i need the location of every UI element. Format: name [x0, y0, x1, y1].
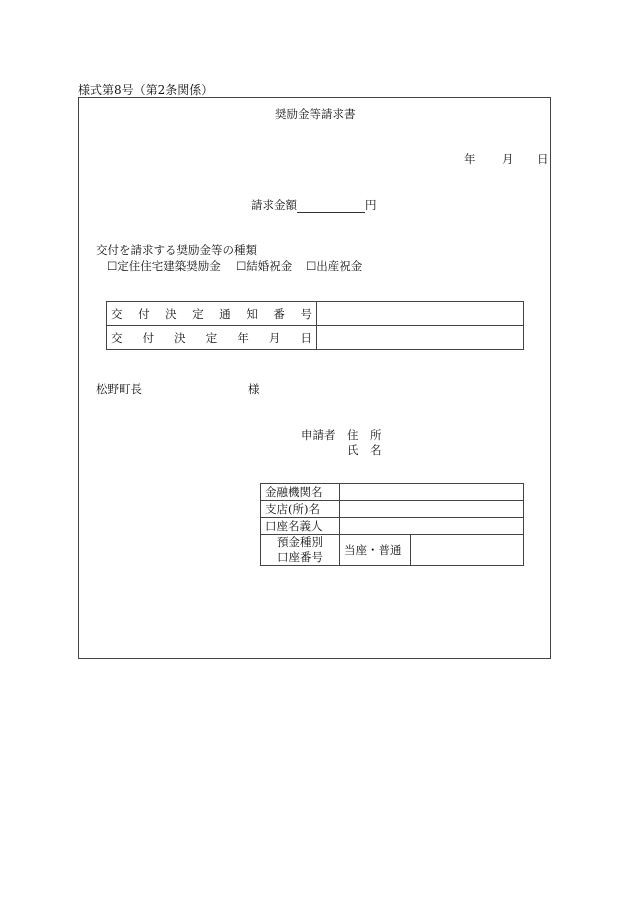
- label-char: 決: [165, 306, 177, 321]
- branch-field[interactable]: [340, 501, 524, 518]
- notice-number-label: [111, 306, 312, 322]
- label-char: 付: [142, 330, 155, 345]
- institution-label: 金融機関名: [261, 484, 340, 501]
- amount-blank-field[interactable]: [297, 200, 365, 213]
- addressee-name: 松野町長: [96, 382, 142, 396]
- grant-table: [106, 301, 524, 350]
- institution-field[interactable]: [340, 484, 524, 501]
- deposit-type-label: 預金種別: [277, 535, 323, 549]
- type-option-birth[interactable]: ☐出産祝金: [306, 259, 363, 273]
- applicant-name-label: 氏 名: [347, 443, 382, 457]
- decision-date-label: [111, 330, 312, 346]
- label-char: 番: [273, 306, 285, 321]
- label-char: 月: [268, 330, 281, 345]
- form-number: 様式第8号（第2条関係）: [78, 83, 214, 97]
- date-day-label: 日: [537, 152, 549, 166]
- label-char: 日: [300, 330, 312, 345]
- form-frame: [78, 97, 551, 659]
- date-month-label: 月: [502, 152, 514, 166]
- label-char: 年: [237, 330, 249, 345]
- decision-date-field[interactable]: [317, 326, 524, 350]
- applicant-address-label: 住 所: [347, 428, 382, 442]
- account-number-label: 口座番号: [277, 550, 323, 564]
- holder-field[interactable]: [340, 518, 524, 535]
- types-heading: 交付を請求する奨励金等の種類: [96, 243, 257, 257]
- form-title: 奨励金等請求書: [275, 107, 356, 121]
- bank-table: [260, 483, 524, 566]
- addressee-honorific: 様: [248, 382, 260, 396]
- label-char: 付: [138, 306, 150, 321]
- label-char: 定: [205, 330, 218, 345]
- branch-label: 支店(所)名: [261, 501, 340, 518]
- notice-number-label-cell: [107, 302, 317, 326]
- type-option-marriage[interactable]: ☐結婚祝金: [236, 259, 293, 273]
- amount-line: [251, 197, 377, 213]
- type-option-housing[interactable]: ☐定住住宅建築奨励金: [107, 259, 221, 273]
- notice-number-field[interactable]: [317, 302, 524, 326]
- deposit-type-value[interactable]: 当座・普通: [340, 535, 411, 566]
- decision-date-label-cell: [107, 326, 317, 350]
- holder-label: 口座名義人: [261, 518, 340, 535]
- amount-unit: 円: [365, 198, 377, 212]
- deposit-type-label-cell: [261, 535, 340, 566]
- date-year-label: 年: [464, 152, 476, 166]
- label-char: 通: [219, 306, 231, 321]
- amount-label: 請求金額: [251, 198, 297, 212]
- label-char: 定: [192, 306, 204, 321]
- label-char: 交: [111, 306, 123, 321]
- label-char: 交: [111, 330, 123, 345]
- label-char: 号: [300, 306, 312, 321]
- applicant-label: 申請者: [301, 428, 336, 442]
- label-char: 知: [246, 306, 258, 321]
- account-number-field[interactable]: [411, 535, 524, 566]
- label-char: 決: [174, 330, 186, 345]
